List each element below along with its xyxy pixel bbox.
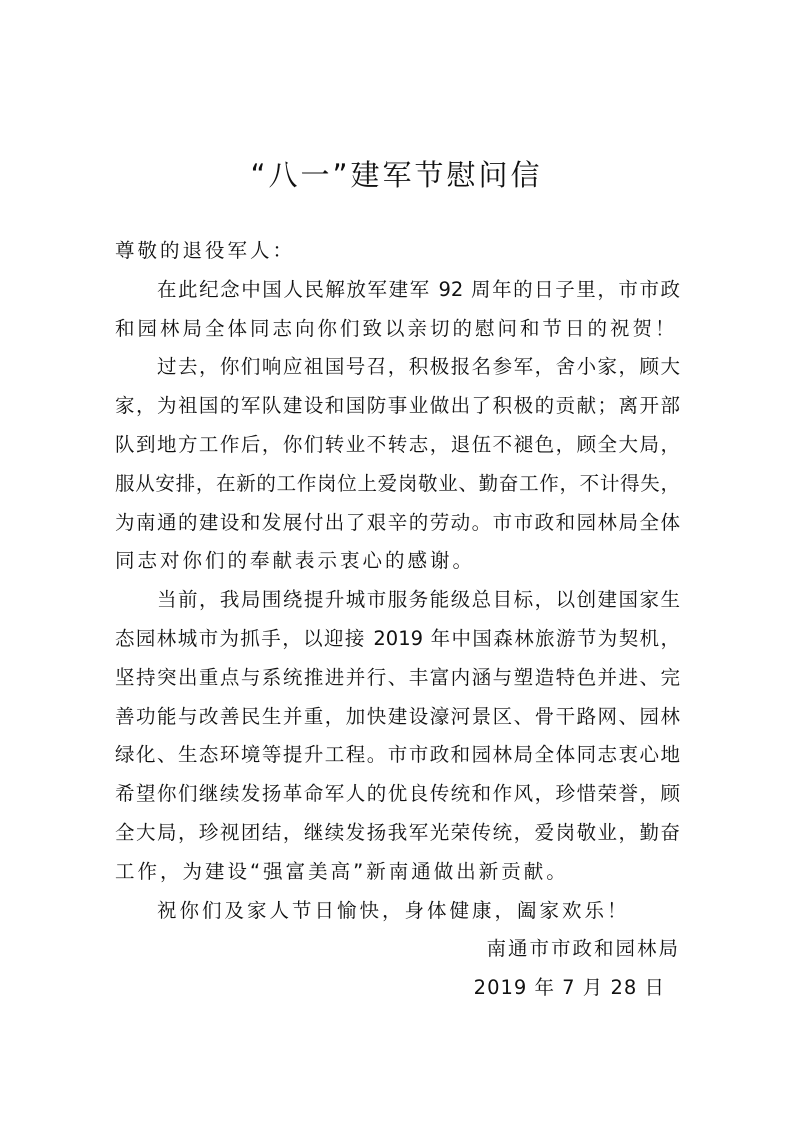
paragraph-line: 绿化、生态环境等提升工程。市市政和园林局全体同志衷心地 [115, 743, 680, 767]
paragraph-line: 队到地方工作后，你们转业不转志，退伍不褪色，顾全大局， [115, 432, 680, 456]
paragraph-line: 和园林局全体同志向你们致以亲切的慰问和节日的祝贺！ [115, 316, 678, 340]
paragraph-line: 家，为祖国的军队建设和国防事业做出了积极的贡献；离开部 [115, 394, 680, 418]
closing-wish: 祝你们及家人节日愉快，身体健康，阖家欢乐！ [157, 898, 630, 922]
paragraph-line: 过去，你们响应祖国号召，积极报名参军，舍小家，顾大 [157, 355, 680, 379]
signature: 南通市市政和园林局 [486, 937, 680, 961]
date: 2019 年 7 月 28 日 [473, 976, 665, 1000]
paragraph-line: 为南通的建设和发展付出了艰辛的劳动。市市政和园林局全体 [115, 510, 680, 534]
paragraph-line: 希望你们继续发扬革命军人的优良传统和作风，珍惜荣誉，顾 [115, 782, 680, 806]
paragraph-line: 态园林城市为抓手，以迎接 2019 年中国森林旅游节为契机， [115, 626, 680, 650]
greeting: 尊敬的退役军人： [115, 239, 296, 262]
paragraph-line: 同志对你们的奉献表示衷心的感谢。 [115, 549, 476, 573]
paragraph-line: 善功能与改善民生并重，加快建设濠河景区、骨干路网、园林 [115, 704, 680, 728]
paragraph-line: 服从安排，在新的工作岗位上爱岗敬业、勤奋工作，不计得失， [115, 471, 680, 495]
paragraph-line: 全大局，珍视团结，继续发扬我军光荣传统，爱岗敬业，勤奋 [115, 820, 680, 844]
paragraph-line: 坚持突出重点与系统推进并行、丰富内涵与塑造特色并进、完 [115, 665, 680, 689]
letter-title: “八一”建军节慰问信 [250, 158, 543, 192]
letter-body [115, 232, 680, 1008]
paragraph-line: 当前，我局围绕提升城市服务能级总目标，以创建国家生 [157, 588, 680, 612]
paragraph-line: 在此纪念中国人民解放军建军 92 周年的日子里，市市政 [157, 277, 680, 301]
paragraph-line: 工作，为建设“强富美高”新南通做出新贡献。 [115, 859, 569, 883]
